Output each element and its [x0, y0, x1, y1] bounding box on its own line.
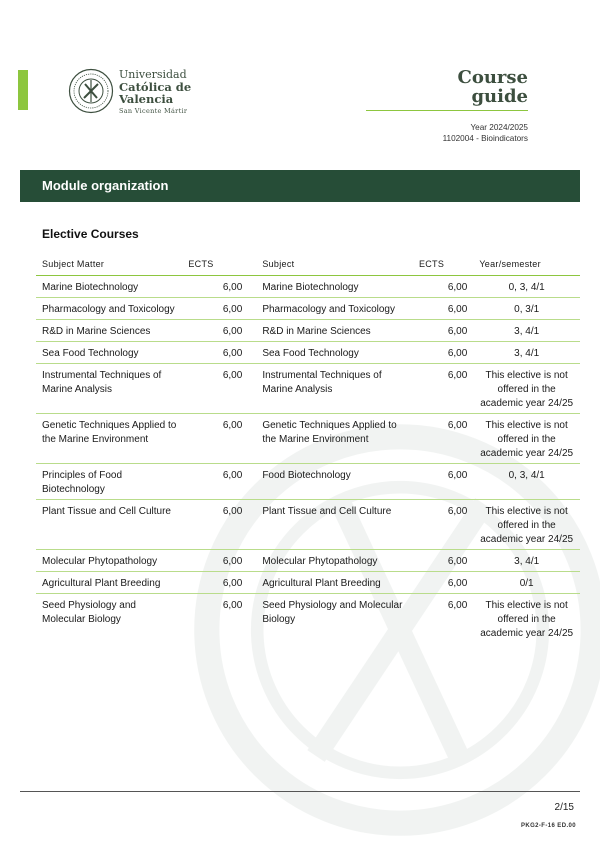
- cell-subject-matter: Molecular Phytopathology: [36, 550, 182, 572]
- cell-ects-subject: 6,00: [413, 572, 473, 594]
- table-row: [36, 572, 580, 594]
- course-guide-title-line1: Course: [457, 67, 528, 88]
- cell-ects-matter: 6,00: [222, 600, 243, 611]
- cell-year-semester: This elective is not offered in the academic year 24/25: [473, 500, 580, 550]
- course-meta: [443, 122, 528, 144]
- module-organization-banner: [20, 170, 580, 202]
- university-name-line2: Católica de: [119, 80, 192, 94]
- table-row: [36, 464, 580, 500]
- cell-year-semester: 0/1: [473, 572, 580, 594]
- header-divider: [366, 110, 528, 111]
- cell-ects-matter: 6,00: [182, 500, 248, 550]
- university-name-line1: Universidad: [119, 68, 187, 81]
- university-name: [119, 69, 191, 117]
- cell-subject-matter: Instrumental Techniques of Marine Analysis: [36, 364, 182, 414]
- table-row: [36, 342, 580, 364]
- header-subject: Subject: [248, 253, 413, 276]
- academic-year: Year 2024/2025: [470, 123, 528, 132]
- cell-ects-matter: 6,00: [182, 342, 248, 364]
- cell-subject: Seed Physiology and Molecular Biology: [262, 600, 403, 625]
- cell-subject-matter: Genetic Techniques Applied to the Marine Environment: [36, 414, 182, 464]
- course-guide-title: [458, 68, 529, 106]
- cell-subject-matter: Principles of Food Biotechnology: [36, 464, 182, 500]
- header-subject-matter: Subject Matter: [36, 253, 182, 276]
- cell-subject: Genetic Techniques Applied to the Marine Environment: [248, 414, 413, 464]
- cell-ects-subject: 6,00: [413, 500, 473, 550]
- cell-ects-matter: 6,00: [182, 364, 248, 414]
- university-name-line3: Valencia: [119, 92, 174, 106]
- cell-ects-subject: 6,00: [413, 342, 473, 364]
- cell-ects-matter: 6,00: [182, 320, 248, 342]
- cell-subject-matter: Agricultural Plant Breeding: [36, 572, 182, 594]
- cell-subject: Food Biotechnology: [248, 464, 413, 500]
- cell-subject: Plant Tissue and Cell Culture: [248, 500, 413, 550]
- cell-ects-matter: 6,00: [182, 414, 248, 464]
- header-ects-subject: ECTS: [413, 253, 473, 276]
- cell-ects-subject: 6,00: [413, 550, 473, 572]
- cell-subject-matter: Seed Physiology and Molecular Biology: [42, 600, 136, 625]
- cell-subject-matter: Marine Biotechnology: [36, 276, 182, 298]
- header-year-semester: Year/semester: [473, 253, 580, 276]
- table-row: [36, 414, 580, 464]
- table-row: [36, 500, 580, 550]
- cell-ects-matter: 6,00: [182, 464, 248, 500]
- cell-subject-matter: R&D in Marine Sciences: [36, 320, 182, 342]
- cell-year-semester: 0, 3/1: [473, 298, 580, 320]
- cell-ects-matter: 6,00: [182, 572, 248, 594]
- course-code: 1102004 - Bioindicators: [442, 134, 528, 143]
- cell-subject-matter: Plant Tissue and Cell Culture: [36, 500, 182, 550]
- cell-ects-subject: 6,00: [413, 298, 473, 320]
- cell-ects-subject: 6,00: [413, 364, 473, 414]
- cell-subject-matter: Pharmacology and Toxicology: [36, 298, 182, 320]
- cell-subject-matter: Sea Food Technology: [36, 342, 182, 364]
- cell-ects-matter: 6,00: [182, 276, 248, 298]
- cell-year-semester: 3, 4/1: [473, 550, 580, 572]
- table-row: [36, 594, 580, 644]
- university-name-line4: San Vicente Mártir: [119, 107, 188, 115]
- table-row: [36, 550, 580, 572]
- cell-subject: Molecular Phytopathology: [248, 550, 413, 572]
- university-seal-icon: [68, 68, 114, 114]
- cell-subject: Instrumental Techniques of Marine Analysis: [248, 364, 413, 414]
- table-row: [36, 276, 580, 298]
- cell-ects-subject: 6,00: [413, 414, 473, 464]
- course-guide-title-line2: guide: [471, 86, 528, 107]
- cell-year-semester: 0, 3, 4/1: [473, 464, 580, 500]
- cell-year-semester: This elective is not offered in the academic year 24/25: [473, 364, 580, 414]
- cell-year-semester: This elective is not offered in the academic year 24/25: [480, 600, 574, 639]
- cell-ects-subject: 6,00: [413, 276, 473, 298]
- module-title: Module organization: [42, 178, 169, 193]
- page-number: 2/15: [554, 802, 574, 813]
- cell-subject: Agricultural Plant Breeding: [248, 572, 413, 594]
- cell-subject: Pharmacology and Toxicology: [248, 298, 413, 320]
- table-row: [36, 320, 580, 342]
- header-accent-bar: [18, 70, 28, 110]
- cell-year-semester: 0, 3, 4/1: [473, 276, 580, 298]
- cell-subject: R&D in Marine Sciences: [248, 320, 413, 342]
- table-row: [36, 364, 580, 414]
- cell-year-semester: 3, 4/1: [473, 342, 580, 364]
- section-title: Elective Courses: [42, 227, 139, 241]
- cell-ects-matter: 6,00: [182, 550, 248, 572]
- cell-year-semester: 3, 4/1: [473, 320, 580, 342]
- cell-ects-matter: 6,00: [182, 298, 248, 320]
- table-row: [36, 298, 580, 320]
- cell-year-semester: This elective is not offered in the academic year 24/25: [473, 414, 580, 464]
- cell-ects-subject: 6,00: [413, 320, 473, 342]
- elective-courses-table: [36, 253, 580, 643]
- document-code: PKG2-F-16 ED.00: [520, 823, 576, 829]
- footer-divider: [20, 791, 580, 792]
- header-ects-matter: ECTS: [182, 253, 248, 276]
- cell-ects-subject: 6,00: [447, 600, 468, 611]
- cell-subject: Marine Biotechnology: [248, 276, 413, 298]
- cell-subject: Sea Food Technology: [248, 342, 413, 364]
- cell-ects-subject: 6,00: [413, 464, 473, 500]
- table-header-row: [36, 253, 580, 276]
